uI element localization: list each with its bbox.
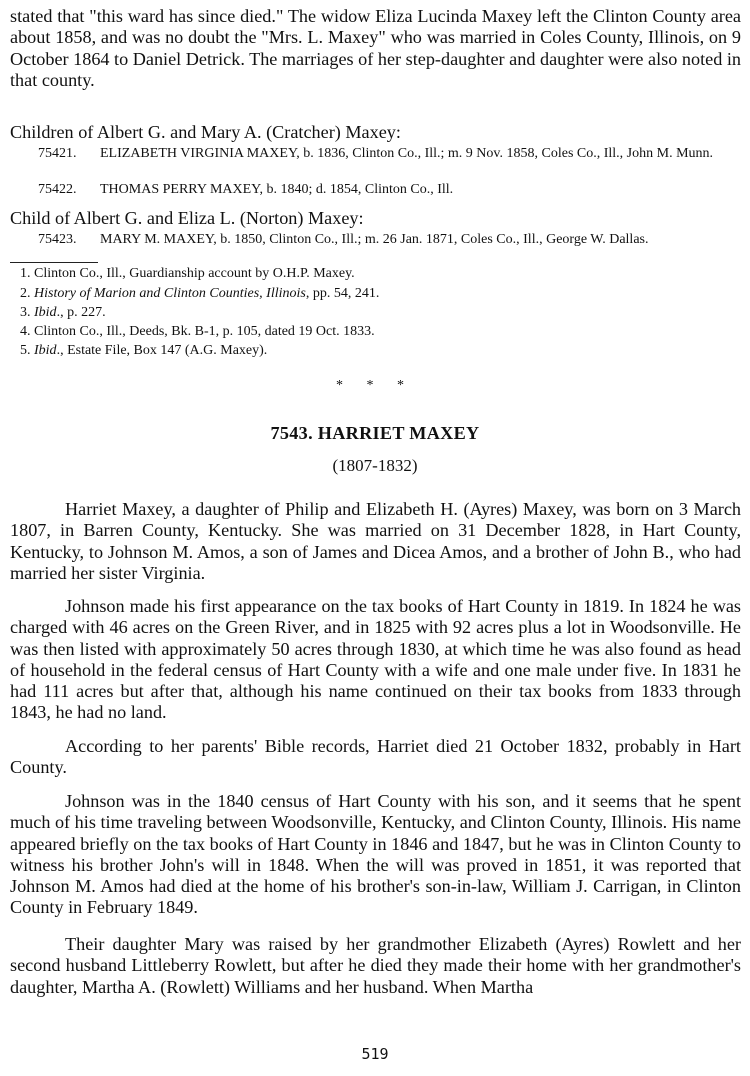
entry-text: ELIZABETH VIRGINIA MAXEY, b. 1836, Clinton Co., Ill.; m. 9 Nov. 1858, Coles Co., Ill., John M. Munn. — [100, 146, 714, 161]
footnote: 3. Ibid., p. 227. — [20, 305, 106, 320]
children-heading-2: Child of Albert G. and Eliza L. (Norton) Maxey: — [10, 208, 364, 228]
footnote: 5. Ibid., Estate File, Box 147 (A.G. Maxey). — [20, 343, 268, 358]
body-paragraph: Johnson was in the 1840 census of Hart County with his son, and it seems that he spent much of his time traveling between Woodsonville, Kentucky, and Clinton County, Illinois. His name appeared briefly on the tax books of Hart County in 1846 and 1847, but he was in Clinton County to witness his brother John's will in 1848. When the will was proved in 1851, it was reported that Johnson M. Amos had died at the home of his brother's son-in-law, William J. Carrigan, in Clinton County in February 1849. — [10, 791, 741, 918]
footnote: 4. Clinton Co., Ill., Deeds, Bk. B-1, p. 105, dated 19 Oct. 1833. — [20, 324, 375, 339]
entry-number: 75422. — [38, 182, 77, 197]
footnote: 1. Clinton Co., Ill., Guardianship account by O.H.P. Maxey. — [20, 266, 355, 281]
footnote-rule — [10, 262, 98, 263]
body-paragraph: Harriet Maxey, a daughter of Philip and Elizabeth H. (Ayres) Maxey, was born on 3 March 1807, in Barren County, Kentucky. She was married on 31 December 1828, in Hart County, Kentucky, to Johnson M. Amos, a son of James and Dicea Amos, and a brother of John B., who had married her sister Virginia. — [10, 499, 741, 583]
entry-number: 75423. — [38, 232, 77, 247]
body-paragraph: According to her parents' Bible records, Harriet died 21 October 1832, probably in Hart County. — [10, 736, 741, 778]
children-heading-1: Children of Albert G. and Mary A. (Cratcher) Maxey: — [10, 122, 401, 142]
entry-number: 75421. — [38, 146, 77, 161]
footnote: 2. History of Marion and Clinton Counties, Illinois, pp. 54, 241. — [20, 286, 380, 301]
section-separator: * * * — [336, 378, 414, 393]
section-title: 7543. HARRIET MAXEY — [270, 423, 480, 443]
entry-text: THOMAS PERRY MAXEY, b. 1840; d. 1854, Clinton Co., Ill. — [100, 182, 454, 197]
entry-text: MARY M. MAXEY, b. 1850, Clinton Co., Ill.; m. 26 Jan. 1871, Coles Co., Ill., George W. Dallas. — [100, 232, 649, 247]
body-paragraph: Johnson made his first appearance on the tax books of Hart County in 1819. In 1824 he was charged with 46 acres on the Green River, and in 1825 with 92 acres plus a lot in Woodsonville. He was then listed with approximately 50 acres through 1830, at which time he was also found as head of household in the federal census of Hart County with a wife and one male under five. In 1831 he had 111 acres but after that, although his name continued on their tax books from 1833 through 1843, he had no land. — [10, 596, 741, 723]
section-dates: (1807-1832) — [332, 456, 418, 475]
opening-paragraph: stated that "this ward has since died." The widow Eliza Lucinda Maxey left the Clinton County area about 1858, and was no doubt the "Mrs. L. Maxey" who was married in Coles County, Illinois, on 9 October 1864 to Daniel Detrick. The marriages of her step-daughter and daughter were also noted in that county. — [10, 6, 741, 90]
body-paragraph: Their daughter Mary was raised by her grandmother Elizabeth (Ayres) Rowlett and her second husband Littleberry Rowlett, but after he died they made their home with her grandmother's daughter, Martha A. (Rowlett) Williams and her husband. When Martha — [10, 934, 741, 997]
page-number: 519 — [361, 1045, 389, 1063]
